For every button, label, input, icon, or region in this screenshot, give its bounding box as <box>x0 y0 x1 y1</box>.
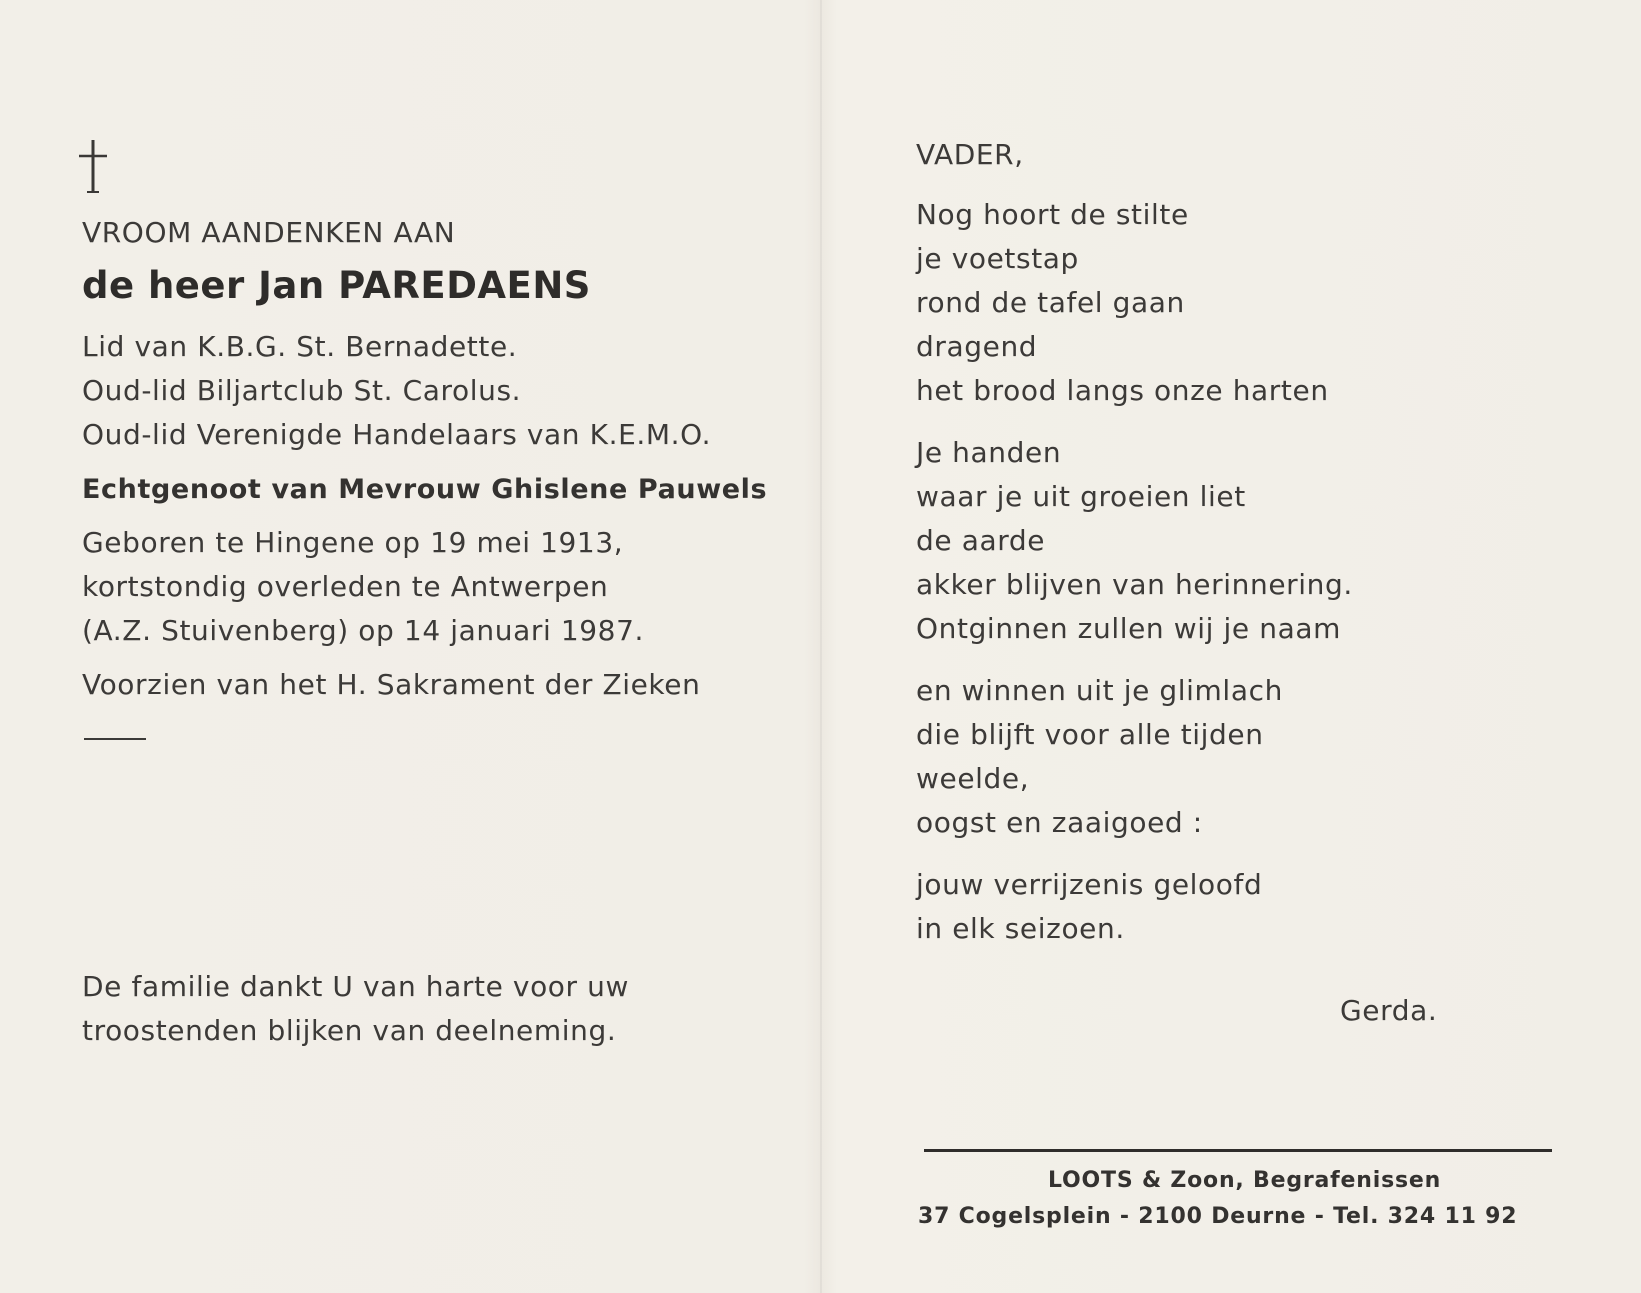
memorial-heading: VROOM AANDENKEN AAN <box>82 216 456 249</box>
divider-dash <box>84 738 146 740</box>
poem-line: die blijft voor alle tijden <box>916 718 1264 751</box>
poem-line: rond de tafel gaan <box>916 286 1185 319</box>
printer-address: 37 Cogelsplein - 2100 Deurne - Tel. 324 11 92 <box>918 1204 1518 1229</box>
life-line: Geboren te Hingene op 19 mei 1913, <box>82 526 624 559</box>
poem-line: en winnen uit je glimlach <box>916 674 1283 707</box>
poem-author: Gerda. <box>1340 994 1438 1027</box>
poem-line: de aarde <box>916 524 1046 557</box>
poem-title: VADER, <box>916 138 1024 171</box>
poem-line: in elk seizoen. <box>916 912 1125 945</box>
poem-line: dragend <box>916 330 1038 363</box>
printer-name: LOOTS & Zoon, Begrafenissen <box>1048 1168 1442 1193</box>
left-panel <box>0 0 820 1293</box>
membership-line: Oud-lid Verenigde Handelaars van K.E.M.O. <box>82 418 712 451</box>
life-line: (A.Z. Stuivenberg) op 14 januari 1987. <box>82 614 644 647</box>
sacrament-line: Voorzien van het H. Sakrament der Zieken <box>82 668 701 701</box>
poem-line: het brood langs onze harten <box>916 374 1329 407</box>
poem-line: Nog hoort de stilte <box>916 198 1189 231</box>
poem-line: akker blijven van herinnering. <box>916 568 1353 601</box>
membership-line: Lid van K.B.G. St. Bernadette. <box>82 330 518 363</box>
poem-line: oogst en zaaigoed : <box>916 806 1203 839</box>
poem-line: je voetstap <box>916 242 1079 275</box>
thanks-line: troostenden blijken van deelneming. <box>82 1014 617 1047</box>
poem-line: Je handen <box>916 436 1062 469</box>
cross-icon <box>76 138 110 194</box>
poem-line: weelde, <box>916 762 1030 795</box>
membership-line: Oud-lid Biljartclub St. Carolus. <box>82 374 522 407</box>
poem-line: Ontginnen zullen wij je naam <box>916 612 1341 645</box>
deceased-name: de heer Jan PAREDAENS <box>82 264 591 307</box>
right-panel <box>822 0 1641 1293</box>
printer-rule <box>924 1149 1552 1152</box>
thanks-line: De familie dankt U van harte voor uw <box>82 970 629 1003</box>
spouse-line: Echtgenoot van Mevrouw Ghislene Pauwels <box>82 474 768 505</box>
poem-line: waar je uit groeien liet <box>916 480 1246 513</box>
life-line: kortstondig overleden te Antwerpen <box>82 570 609 603</box>
poem-line: jouw verrijzenis geloofd <box>916 868 1263 901</box>
